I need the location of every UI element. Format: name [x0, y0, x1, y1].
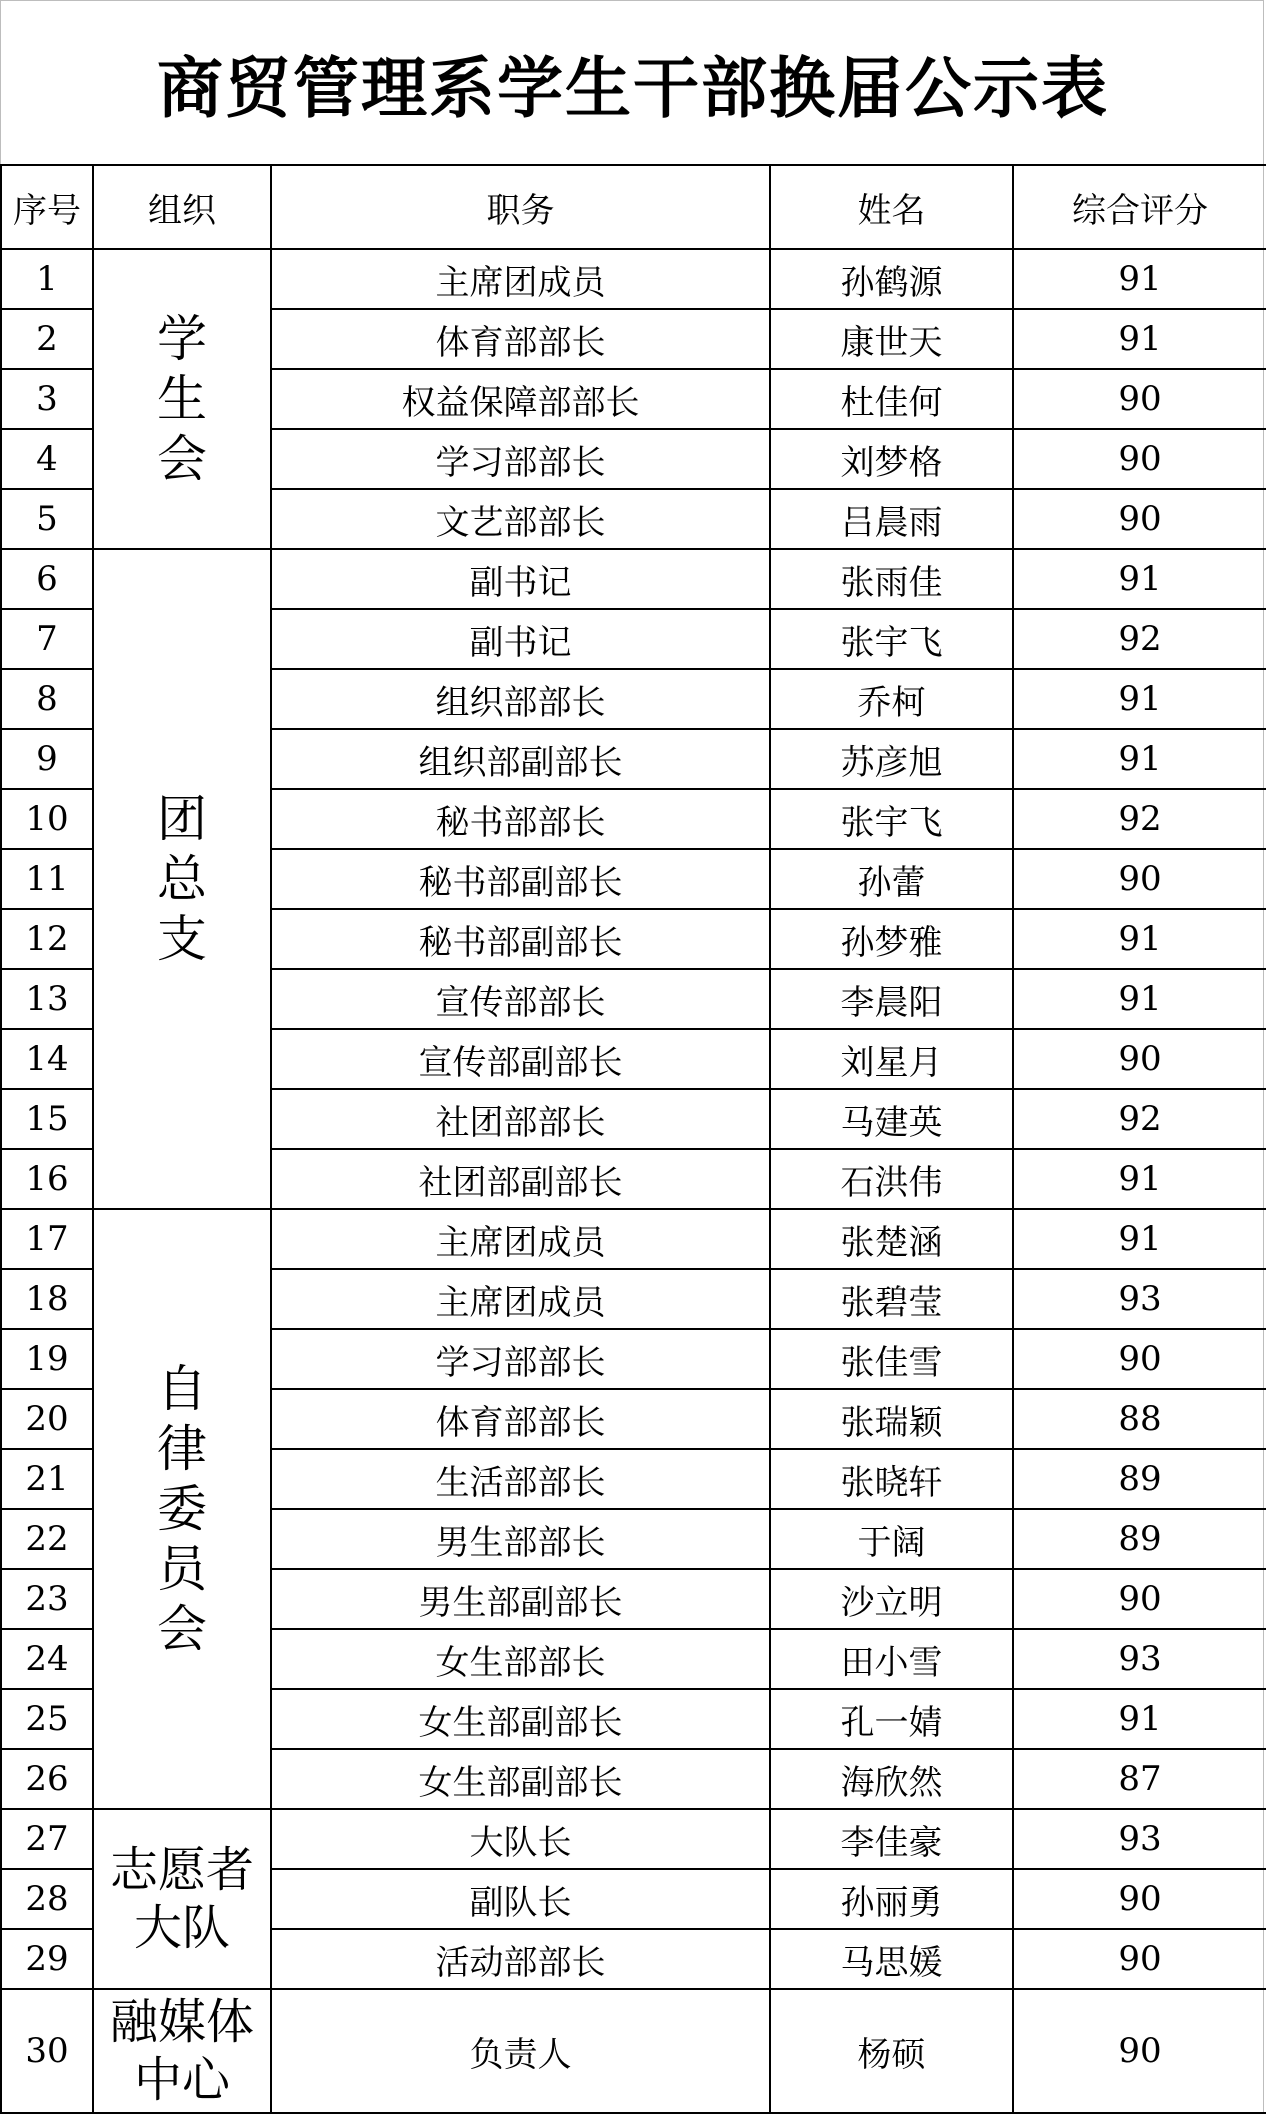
header-org: 组织 [93, 165, 271, 249]
cell-seq: 20 [1, 1389, 93, 1449]
cell-name: 杨硕 [770, 1989, 1013, 2113]
table-row [1, 1989, 1266, 2113]
cell-score: 93 [1013, 1629, 1266, 1689]
page-title: 商贸管理系学生干部换届公示表 [157, 48, 1109, 127]
cell-org [93, 1809, 271, 1989]
cell-seq: 18 [1, 1269, 93, 1329]
table-row [1, 549, 1266, 609]
cell-score: 91 [1013, 549, 1266, 609]
cell-score: 91 [1013, 729, 1266, 789]
cell-name: 乔柯 [770, 669, 1013, 729]
cell-seq: 27 [1, 1809, 93, 1869]
org-label-line: 学 [157, 310, 207, 368]
cell-seq: 21 [1, 1449, 93, 1509]
cell-name: 孙蕾 [770, 849, 1013, 909]
cell-score: 91 [1013, 969, 1266, 1029]
cell-score: 91 [1013, 669, 1266, 729]
cell-role: 副书记 [271, 549, 770, 609]
cell-score: 90 [1013, 429, 1266, 489]
cell-seq: 17 [1, 1209, 93, 1269]
cell-name: 张瑞颖 [770, 1389, 1013, 1449]
cell-score: 90 [1013, 489, 1266, 549]
cell-role: 女生部副部长 [271, 1749, 770, 1809]
org-label-line: 总 [157, 850, 207, 908]
cell-name: 孔一婧 [770, 1689, 1013, 1749]
cell-score: 90 [1013, 1989, 1266, 2113]
org-label-line: 融媒体 [109, 1994, 254, 2050]
cell-role: 宣传部部长 [271, 969, 770, 1029]
org-label-line: 会 [157, 430, 207, 488]
cell-name: 张佳雪 [770, 1329, 1013, 1389]
org-label [110, 1841, 254, 1957]
cell-role: 大队长 [271, 1809, 770, 1869]
cell-role: 组织部副部长 [271, 729, 770, 789]
cell-seq: 13 [1, 969, 93, 1029]
cell-seq: 16 [1, 1149, 93, 1209]
cell-name: 马建英 [770, 1089, 1013, 1149]
cell-score: 89 [1013, 1449, 1266, 1509]
cell-name: 吕晨雨 [770, 489, 1013, 549]
cell-score: 90 [1013, 369, 1266, 429]
cell-score: 90 [1013, 1029, 1266, 1089]
cell-seq: 28 [1, 1869, 93, 1929]
org-label-line: 生 [157, 370, 207, 428]
cell-seq: 1 [1, 249, 93, 309]
header-seq: 序号 [1, 165, 93, 249]
cell-seq: 6 [1, 549, 93, 609]
cell-name: 石洪伟 [770, 1149, 1013, 1209]
cell-name: 田小雪 [770, 1629, 1013, 1689]
cell-seq: 29 [1, 1929, 93, 1989]
cell-name: 孙丽勇 [770, 1869, 1013, 1929]
header-name: 姓名 [770, 165, 1013, 249]
table-row [1, 1209, 1266, 1269]
cadre-table [0, 164, 1266, 2114]
cell-role: 生活部部长 [271, 1449, 770, 1509]
header-role: 职务 [271, 165, 770, 249]
cell-name: 刘星月 [770, 1029, 1013, 1089]
table-row [1, 249, 1266, 309]
cell-seq: 3 [1, 369, 93, 429]
header-score: 综合评分 [1013, 165, 1266, 249]
cell-seq: 8 [1, 669, 93, 729]
cell-role: 秘书部部长 [271, 789, 770, 849]
cell-score: 91 [1013, 1149, 1266, 1209]
cell-role: 男生部副部长 [271, 1569, 770, 1629]
cell-role: 秘书部副部长 [271, 849, 770, 909]
cell-seq: 15 [1, 1089, 93, 1149]
cell-org [93, 1989, 271, 2113]
cell-org [93, 1209, 271, 1809]
cell-role: 负责人 [271, 1989, 770, 2113]
cell-seq: 2 [1, 309, 93, 369]
cell-name: 孙梦雅 [770, 909, 1013, 969]
org-label-line: 志愿者 [109, 1842, 254, 1898]
org-label [110, 1993, 254, 2109]
cell-name: 苏彦旭 [770, 729, 1013, 789]
cell-score: 93 [1013, 1269, 1266, 1329]
cell-score: 89 [1013, 1509, 1266, 1569]
cell-name: 刘梦格 [770, 429, 1013, 489]
cell-name: 张碧莹 [770, 1269, 1013, 1329]
cell-score: 92 [1013, 789, 1266, 849]
cell-seq: 12 [1, 909, 93, 969]
cell-seq: 7 [1, 609, 93, 669]
cell-role: 社团部部长 [271, 1089, 770, 1149]
cell-name: 沙立明 [770, 1569, 1013, 1629]
cell-seq: 5 [1, 489, 93, 549]
cell-score: 91 [1013, 309, 1266, 369]
org-label-line: 自 [157, 1360, 207, 1418]
cell-name: 马思媛 [770, 1929, 1013, 1989]
cell-seq: 24 [1, 1629, 93, 1689]
cell-seq: 25 [1, 1689, 93, 1749]
cell-name: 杜佳何 [770, 369, 1013, 429]
cell-score: 87 [1013, 1749, 1266, 1809]
cell-role: 女生部副部长 [271, 1689, 770, 1749]
cell-seq: 30 [1, 1989, 93, 2113]
cell-role: 主席团成员 [271, 1269, 770, 1329]
cell-role: 女生部部长 [271, 1629, 770, 1689]
cell-score: 93 [1013, 1809, 1266, 1869]
cell-role: 权益保障部部长 [271, 369, 770, 429]
cell-name: 张宇飞 [770, 609, 1013, 669]
cell-score: 91 [1013, 1689, 1266, 1749]
cell-name: 张宇飞 [770, 789, 1013, 849]
org-label [157, 1359, 207, 1659]
cell-name: 张晓轩 [770, 1449, 1013, 1509]
cell-name: 张楚涵 [770, 1209, 1013, 1269]
cell-name: 于阔 [770, 1509, 1013, 1569]
cell-name: 李佳豪 [770, 1809, 1013, 1869]
cell-role: 宣传部副部长 [271, 1029, 770, 1089]
org-label-line: 委 [157, 1480, 207, 1538]
cell-role: 学习部部长 [271, 429, 770, 489]
cell-score: 88 [1013, 1389, 1266, 1449]
cell-role: 社团部副部长 [271, 1149, 770, 1209]
cell-seq: 11 [1, 849, 93, 909]
cell-role: 文艺部部长 [271, 489, 770, 549]
org-label-line: 中心 [133, 2052, 230, 2108]
cell-role: 副书记 [271, 609, 770, 669]
cell-score: 91 [1013, 1209, 1266, 1269]
cell-role: 体育部部长 [271, 1389, 770, 1449]
org-label [157, 309, 207, 489]
cell-role: 组织部部长 [271, 669, 770, 729]
cell-name: 海欣然 [770, 1749, 1013, 1809]
cell-score: 91 [1013, 249, 1266, 309]
cell-name: 康世天 [770, 309, 1013, 369]
cell-score: 90 [1013, 1929, 1266, 1989]
cell-seq: 22 [1, 1509, 93, 1569]
org-label-line: 员 [157, 1540, 207, 1598]
cell-score: 92 [1013, 1089, 1266, 1149]
org-label [157, 789, 207, 969]
table-row [1, 1809, 1266, 1869]
org-label-line: 大队 [133, 1900, 230, 1956]
cell-seq: 19 [1, 1329, 93, 1389]
org-label-line: 支 [157, 910, 207, 968]
cell-name: 张雨佳 [770, 549, 1013, 609]
org-label-line: 会 [157, 1600, 207, 1658]
cell-seq: 26 [1, 1749, 93, 1809]
cell-score: 90 [1013, 849, 1266, 909]
cell-role: 体育部部长 [271, 309, 770, 369]
cell-seq: 23 [1, 1569, 93, 1629]
cell-score: 90 [1013, 1329, 1266, 1389]
cell-role: 主席团成员 [271, 249, 770, 309]
cell-seq: 4 [1, 429, 93, 489]
cell-seq: 9 [1, 729, 93, 789]
cell-role: 主席团成员 [271, 1209, 770, 1269]
cell-role: 学习部部长 [271, 1329, 770, 1389]
cell-name: 李晨阳 [770, 969, 1013, 1029]
cell-role: 男生部部长 [271, 1509, 770, 1569]
header-row [1, 165, 1266, 249]
org-label-line: 律 [157, 1420, 207, 1478]
cell-role: 活动部部长 [271, 1929, 770, 1989]
cell-org [93, 249, 271, 549]
cell-score: 90 [1013, 1569, 1266, 1629]
cell-seq: 10 [1, 789, 93, 849]
cell-score: 90 [1013, 1869, 1266, 1929]
cell-name: 孙鹤源 [770, 249, 1013, 309]
cell-role: 副队长 [271, 1869, 770, 1929]
cell-score: 92 [1013, 609, 1266, 669]
cell-role: 秘书部副部长 [271, 909, 770, 969]
table-body [1, 249, 1266, 2113]
org-label-line: 团 [157, 790, 207, 848]
cell-org [93, 549, 271, 1209]
cell-score: 91 [1013, 909, 1266, 969]
cell-seq: 14 [1, 1029, 93, 1089]
